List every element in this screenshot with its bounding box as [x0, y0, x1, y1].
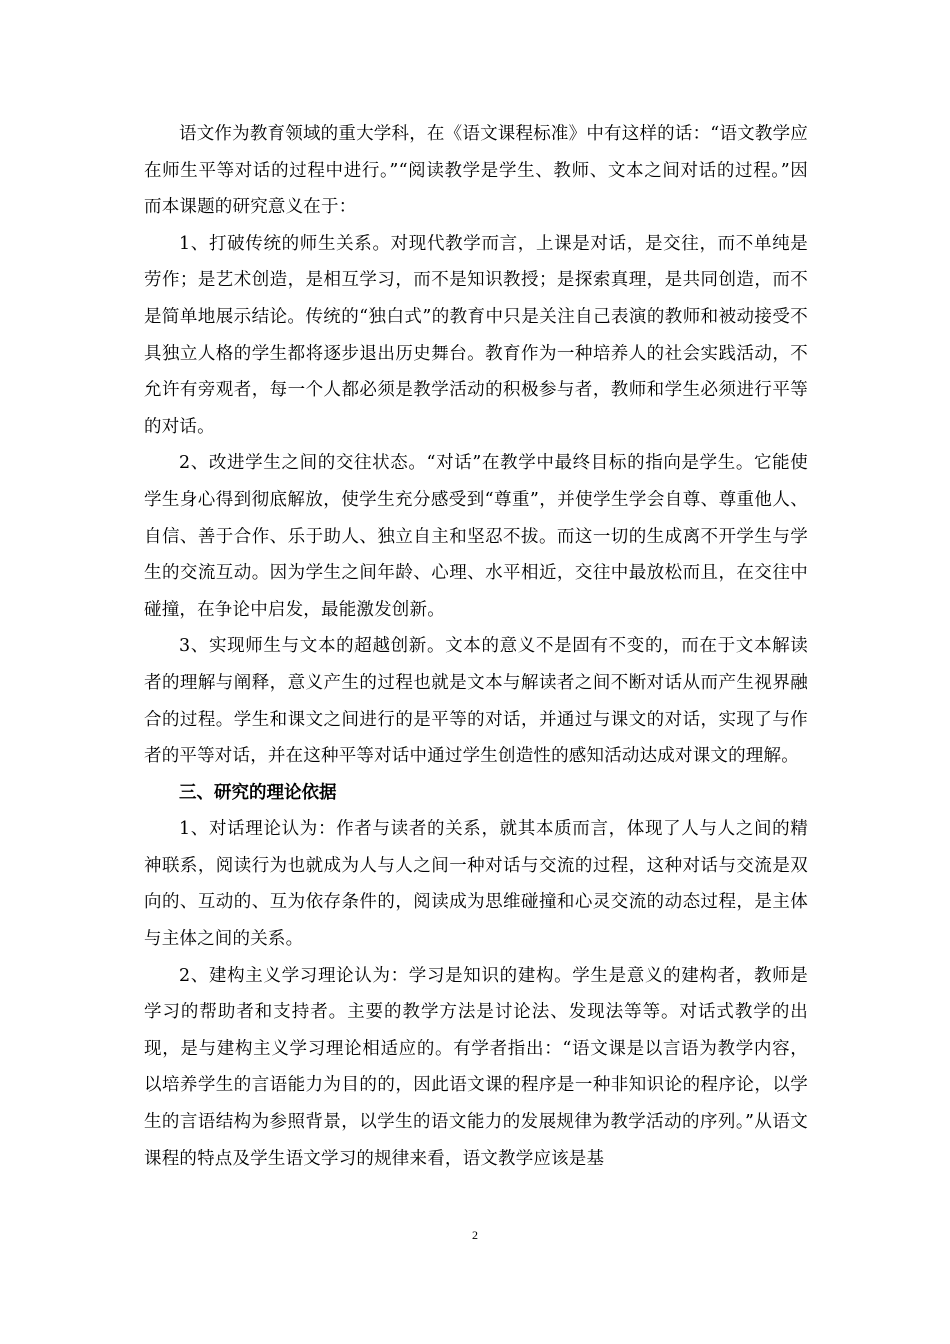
significance-item-2: 2、改进学生之间的交往状态。“对话”在教学中最终目标的指向是学生。它能使学生身心得到彻底解放，使学生充分感受到“尊重”，并使学生学会自尊、尊重他人、自信、善于合作、乐于助人、独立自主和坚忍不拔。而这一切的生成离不开学生与学生的交流互动。因为学生之间年龄、心理、水平相近，交往中最放松而且，在交往中碰撞，在争论中启发，最能激发创新。 [144, 453, 808, 620]
section-heading: 三、研究的理论依据 [179, 782, 337, 803]
document-body [144, 116, 808, 1177]
theory-item-2: 2、建构主义学习理论认为：学习是知识的建构。学生是意义的建构者，教师是学习的帮助者和支持者。主要的教学方法是讨论法、发现法等等。对话式教学的出现，是与建构主义学习理论相适应的。有学者指出：“语文课是以言语为教学内容，以培养学生的言语能力为目的的，因此语文课的程序是一种非知识论的程序论，以学生的言语结构为参照背景，以学生的语文能力的发展规律为教学活动的序列。”从语文课程的特点及学生语文学习的规律来看，语文教学应该是基 [144, 965, 808, 1169]
page-number: 2 [472, 1228, 478, 1242]
significance-item-1: 1、打破传统的师生关系。对现代教学而言，上课是对话，是交往，而不单纯是劳作；是艺术创造，是相互学习，而不是知识教授；是探索真理，是共同创造，而不是简单地展示结论。传统的“独白式”的教育中只是关注自己表演的教师和被动接受不具独立人格的学生都将逐步退出历史舞台。教育作为一种培养人的社会实践活动，不允许有旁观者，每一个人都必须是教学活动的积极参与者，教师和学生必须进行平等的对话。 [144, 233, 808, 437]
theory-item-1: 1、对话理论认为：作者与读者的关系，就其本质而言，体现了人与人之间的精神联系，阅读行为也就成为人与人之间一种对话与交流的过程，这种对话与交流是双向的、互动的、互为依存条件的，阅读成为思维碰撞和心灵交流的动态过程，是主体与主体之间的关系。 [144, 819, 808, 950]
intro-paragraph: 语文作为教育领域的重大学科，在《语文课程标准》中有这样的话：“语文教学应在师生平等对话的过程中进行。”“阅读教学是学生、教师、文本之间对话的过程。”因而本课题的研究意义在于： [144, 124, 808, 218]
significance-item-3: 3、实现师生与文本的超越创新。文本的意义不是固有不变的，而在于文本解读者的理解与阐释，意义产生的过程也就是文本与解读者之间不断对话从而产生视界融合的过程。学生和课文之间进行的是平等的对话，并通过与课文的对话，实现了与作者的平等对话，并在这种平等对话中通过学生创造性的感知活动达成对课文的理解。 [144, 636, 808, 767]
